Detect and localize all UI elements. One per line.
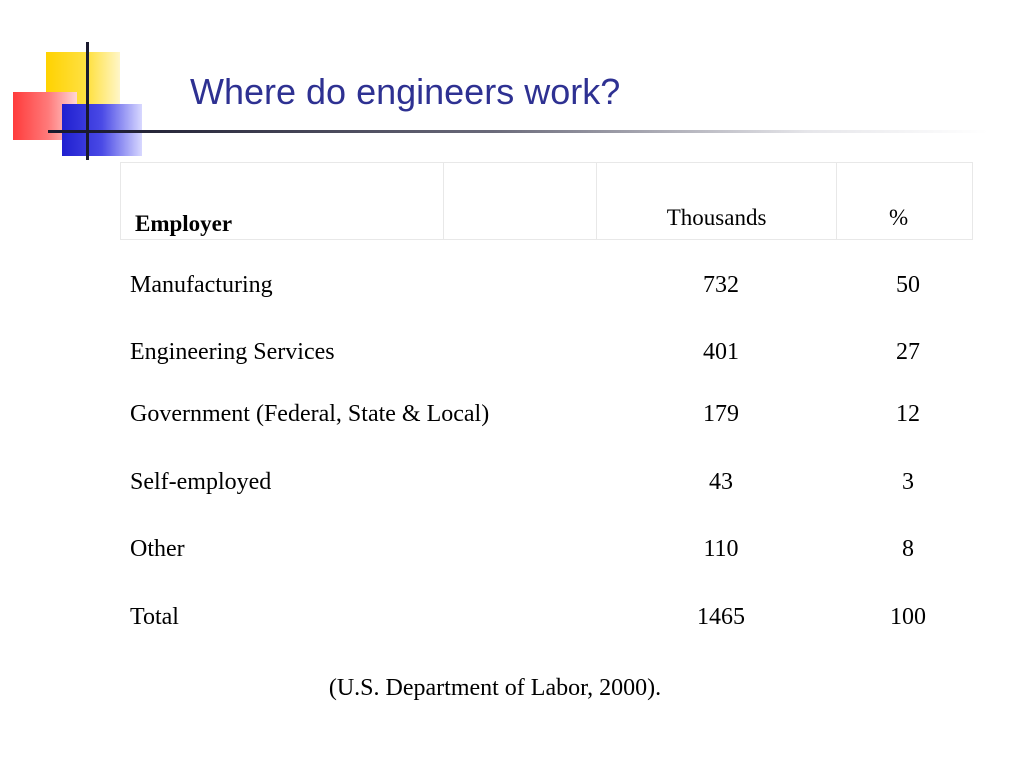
header-row [121, 163, 973, 240]
decorative-logo-icon [0, 0, 150, 165]
header-thousands: Thousands [597, 163, 837, 240]
header-percent: % [837, 163, 973, 240]
row-percent: 8 [902, 536, 914, 562]
row-percent: 12 [896, 401, 920, 427]
row-employer: Government (Federal, State & Local) [130, 401, 490, 427]
row-employer: Other [130, 536, 185, 562]
row-employer: Manufacturing [130, 272, 273, 298]
source-citation: (U.S. Department of Labor, 2000). [328, 675, 662, 701]
title-divider [88, 130, 988, 133]
table-row [130, 272, 980, 302]
table-row-total [130, 604, 980, 634]
table-row [130, 469, 980, 499]
row-thousands: 732 [703, 272, 739, 298]
row-thousands: 179 [703, 401, 739, 427]
table-row [130, 401, 980, 431]
table-row [130, 536, 980, 566]
slide-title: Where do engineers work? [190, 71, 621, 112]
row-percent: 50 [896, 272, 920, 298]
row-percent: 27 [896, 339, 920, 365]
row-thousands: 110 [703, 536, 739, 562]
vertical-line-shape [86, 42, 89, 160]
header-blank [443, 163, 596, 240]
row-percent: 100 [890, 604, 926, 630]
table-row [130, 339, 980, 369]
table-header [120, 162, 973, 240]
header-employer: Employer [121, 163, 444, 240]
row-employer: Self-employed [130, 469, 272, 495]
row-thousands: 401 [703, 339, 739, 365]
row-thousands: 43 [709, 469, 733, 495]
row-employer: Total [130, 604, 179, 630]
row-percent: 3 [902, 469, 914, 495]
row-employer: Engineering Services [130, 339, 335, 365]
row-thousands: 1465 [697, 604, 745, 630]
